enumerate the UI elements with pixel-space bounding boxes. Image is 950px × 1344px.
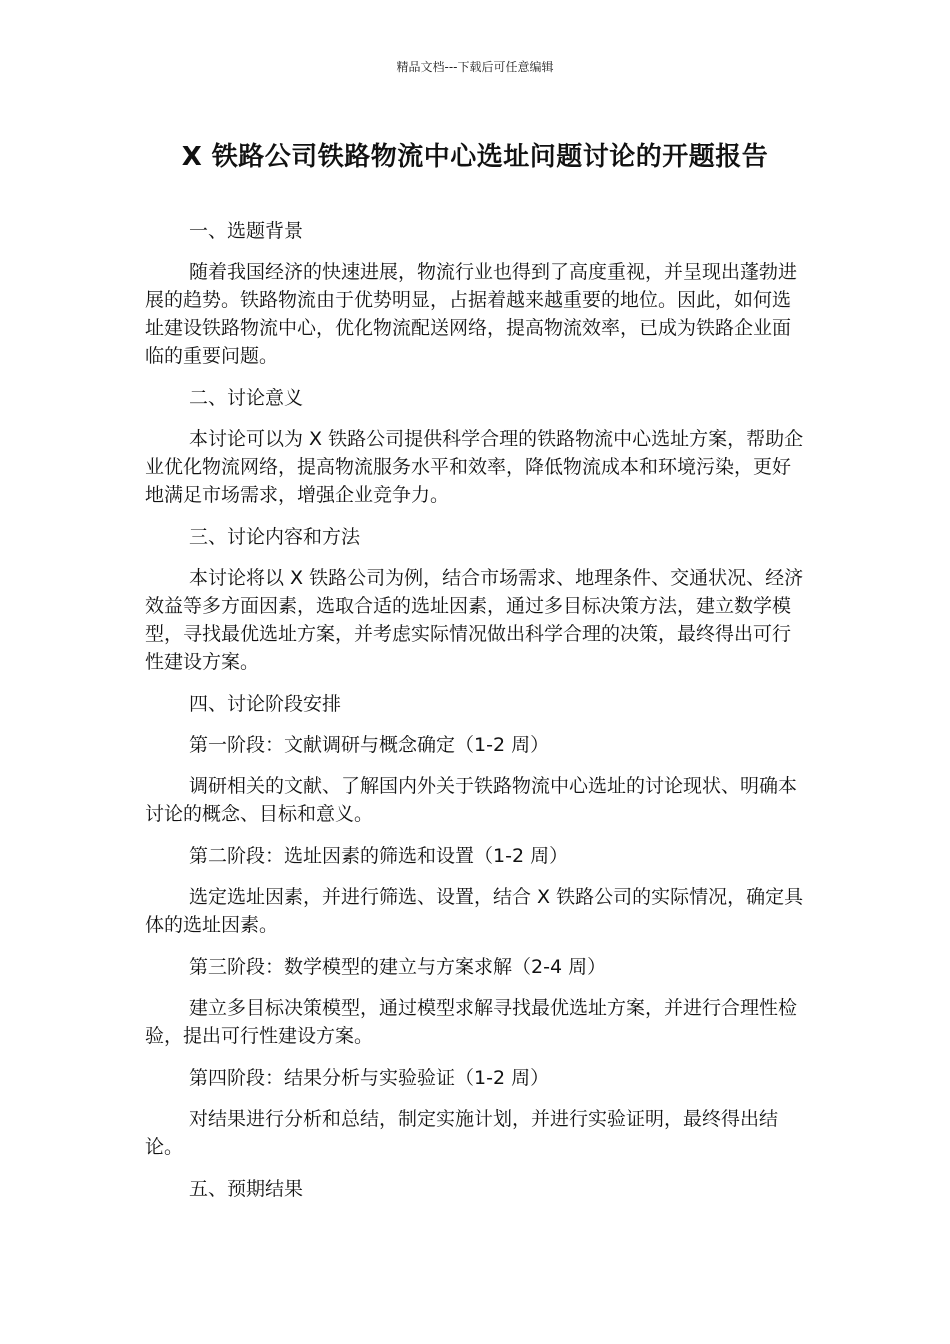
header-note: 精品文档---下载后可任意编辑 — [396, 60, 554, 74]
stage-4-heading: 第四阶段：结果分析与实验验证（1-2 周） — [189, 1067, 550, 1089]
section-heading-significance: 二、讨论意义 — [189, 387, 304, 409]
document-title: X 铁路公司铁路物流中心选址问题讨论的开题报告 — [181, 142, 769, 172]
paragraph-content-methods: 本讨论将以 X 铁路公司为例，结合市场需求、地理条件、交通状况、经济效益等多方面因素，选取合适的选址因素，通过多目标决策方法，建立数学模型，寻找最优选址方案，并考虑实际情况做出科学合理的决策，最终得出可行性建设方案。 — [145, 567, 804, 673]
paragraph-significance: 本讨论可以为 X 铁路公司提供科学合理的铁路物流中心选址方案，帮助企业优化物流网络，提高物流服务水平和效率，降低物流成本和环境污染，更好地满足市场需求，增强企业竞争力。 — [145, 428, 804, 506]
stage-2-heading: 第二阶段：选址因素的筛选和设置（1-2 周） — [189, 845, 569, 867]
stage-1-description: 调研相关的文献、了解国内外关于铁路物流中心选址的讨论现状、明确本讨论的概念、目标和意义。 — [145, 775, 798, 825]
section-heading-schedule: 四、讨论阶段安排 — [189, 693, 342, 715]
document-body — [145, 217, 805, 1216]
stage-3-description: 建立多目标决策模型，通过模型求解寻找最优选址方案，并进行合理性检验，提出可行性建设方案。 — [145, 997, 798, 1047]
stage-3-heading: 第三阶段：数学模型的建立与方案求解（2-4 周） — [189, 956, 607, 978]
stage-4-description: 对结果进行分析和总结，制定实施计划，并进行实验证明，最终得出结论。 — [145, 1108, 779, 1158]
stage-2-description: 选定选址因素，并进行筛选、设置，结合 X 铁路公司的实际情况，确定具体的选址因素。 — [145, 886, 804, 936]
section-heading-content-methods: 三、讨论内容和方法 — [189, 526, 361, 548]
paragraph-background: 随着我国经济的快速进展，物流行业也得到了高度重视，并呈现出蓬勃进展的趋势。铁路物流由于优势明显，占据着越来越重要的地位。因此，如何选址建设铁路物流中心，优化物流配送网络，提高物流效率，已成为铁路企业面临的重要问题。 — [145, 261, 798, 367]
section-heading-expected-results: 五、预期结果 — [189, 1178, 304, 1200]
section-heading-background: 一、选题背景 — [189, 220, 304, 242]
stage-1-heading: 第一阶段：文献调研与概念确定（1-2 周） — [189, 734, 550, 756]
